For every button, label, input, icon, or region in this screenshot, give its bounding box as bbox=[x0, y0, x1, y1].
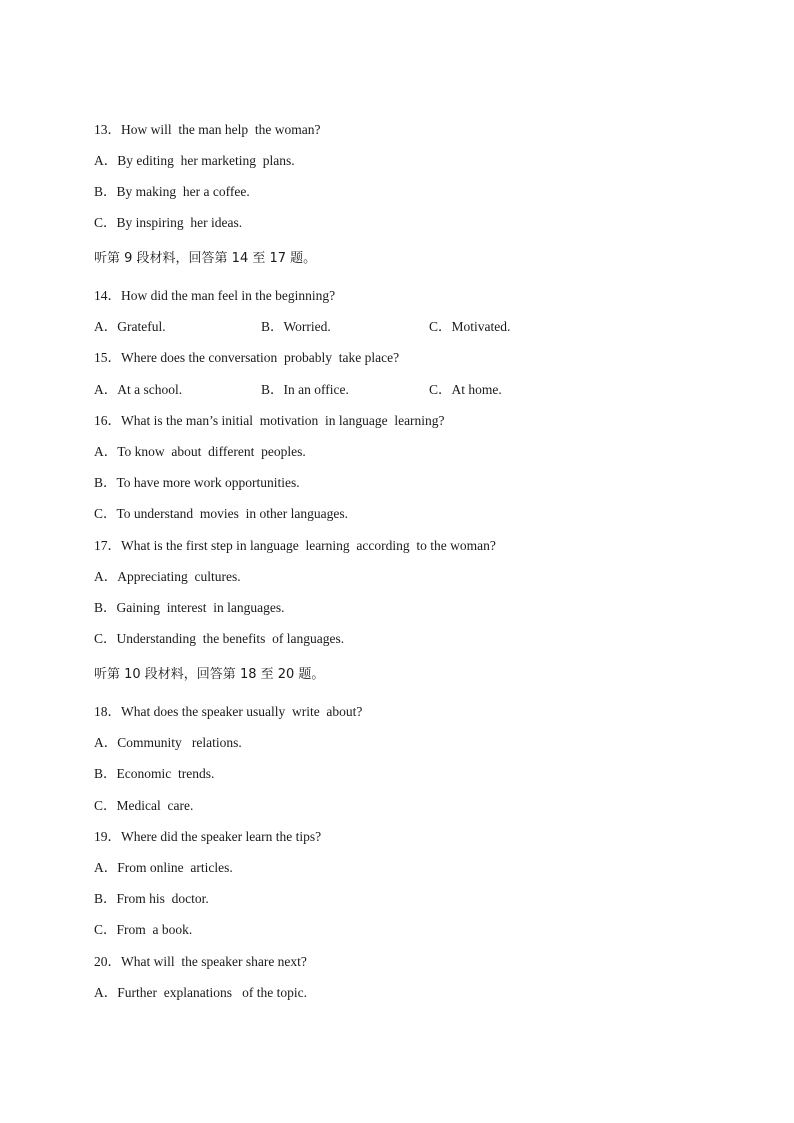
question-17-option-b: B．Gaining interest in languages. bbox=[94, 600, 285, 615]
question-15-options bbox=[94, 381, 694, 399]
question-15-option-b: B．In an office. bbox=[261, 382, 349, 397]
question-20: 20．What will the speaker share next? bbox=[94, 954, 307, 969]
question-18-option-a: A．Community relations. bbox=[94, 735, 242, 750]
question-15: 15．Where does the conversation probably take place? bbox=[94, 350, 400, 365]
question-13-option-c: C．By inspiring her ideas. bbox=[94, 215, 243, 230]
section-heading-9: 听第 9 段材料，回答第 14 至 17 题。 bbox=[94, 251, 317, 266]
question-14: 14．How did the man feel in the beginning? bbox=[94, 288, 336, 303]
question-16-option-c: C．To understand movies in other languages. bbox=[94, 506, 349, 521]
question-16-option-b: B．To have more work opportunities. bbox=[94, 475, 300, 490]
question-14-options bbox=[94, 318, 694, 336]
question-13-option-b: B．By making her a coffee. bbox=[94, 184, 250, 199]
question-19-option-b: B．From his doctor. bbox=[94, 891, 209, 906]
question-13: 13．How will the man help the woman? bbox=[94, 122, 321, 137]
question-18-option-c: C．Medical care. bbox=[94, 798, 194, 813]
question-16-option-a: A．To know about different peoples. bbox=[94, 444, 306, 459]
question-17-option-c: C．Understanding the benefits of languages. bbox=[94, 631, 345, 646]
question-19: 19．Where did the speaker learn the tips? bbox=[94, 829, 322, 844]
question-18-option-b: B．Economic trends. bbox=[94, 766, 215, 781]
question-20-option-a: A．Further explanations of the topic. bbox=[94, 985, 307, 1000]
question-13-option-a: A．By editing her marketing plans. bbox=[94, 153, 295, 168]
question-15-option-c: C．At home. bbox=[429, 382, 502, 397]
question-14-option-c: C．Motivated. bbox=[429, 319, 511, 334]
question-14-option-a: A．Grateful. bbox=[94, 319, 166, 334]
question-14-option-b: B．Worried. bbox=[261, 319, 331, 334]
question-15-option-a: A．At a school. bbox=[94, 382, 183, 397]
question-18: 18．What does the speaker usually write about? bbox=[94, 704, 363, 719]
question-16: 16．What is the man’s initial motivation in language learning? bbox=[94, 413, 445, 428]
question-17: 17．What is the first step in language learning according to the woman? bbox=[94, 538, 496, 553]
question-19-option-c: C．From a book. bbox=[94, 922, 193, 937]
section-heading-10: 听第 10 段材料，回答第 18 至 20 题。 bbox=[94, 667, 325, 682]
question-17-option-a: A．Appreciating cultures. bbox=[94, 569, 241, 584]
question-19-option-a: A．From online articles. bbox=[94, 860, 233, 875]
